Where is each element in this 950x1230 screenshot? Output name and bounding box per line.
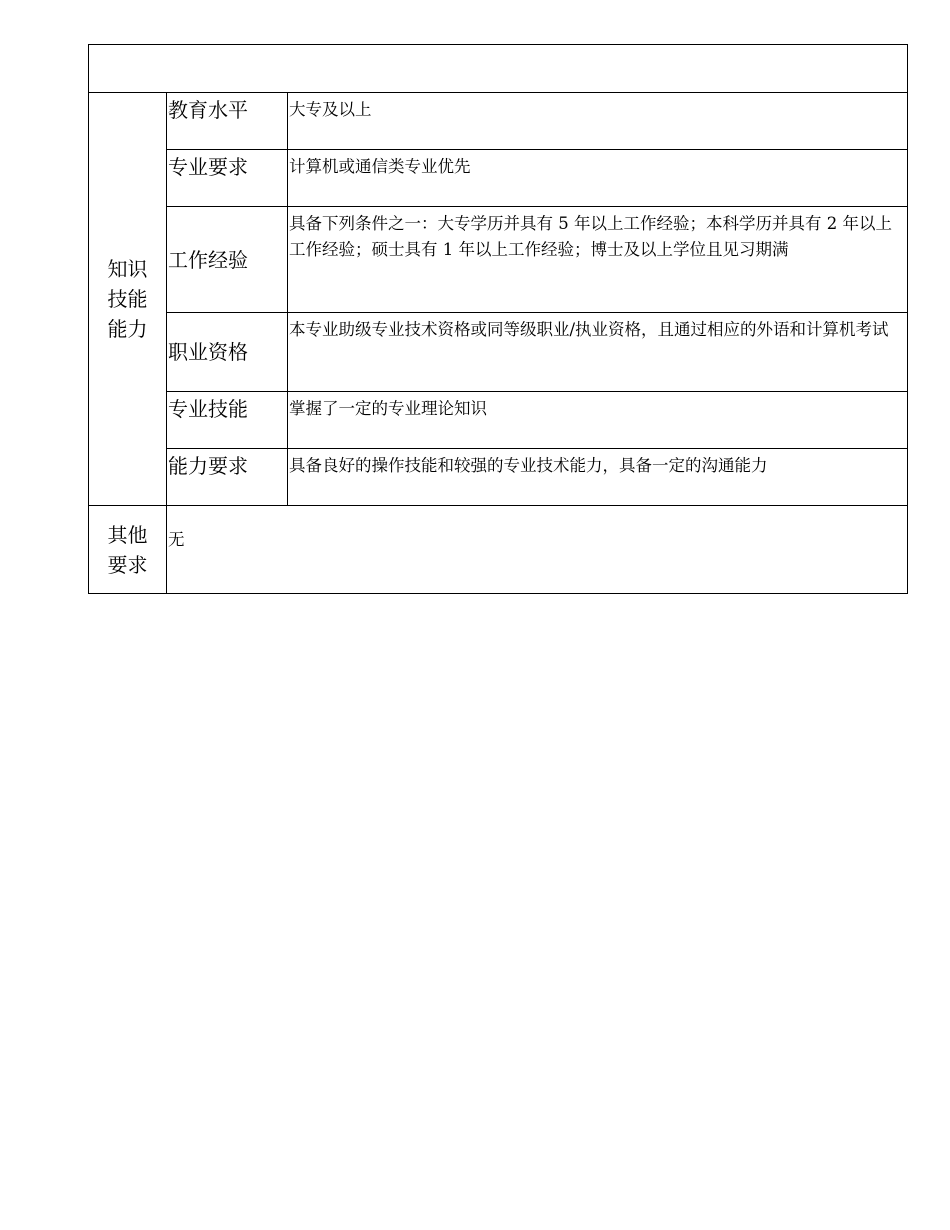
other-requirements-category-cell (89, 506, 167, 594)
table-row (89, 392, 908, 449)
table-row (89, 150, 908, 207)
knowledge-skills-category-cell (89, 93, 167, 506)
table-row (89, 506, 908, 594)
category-line: 要求 (107, 552, 148, 577)
table-row (89, 207, 908, 313)
ability-requirement-value: 具备良好的操作技能和较强的专业技术能力，具备一定的沟通能力 (288, 449, 908, 506)
table-row (89, 93, 908, 150)
table-header-blank-row (89, 45, 908, 93)
category-line: 技能 (107, 287, 148, 311)
other-requirements-value: 无 (167, 506, 908, 594)
qualification-value: 本专业助级专业技术资格或同等级职业/执业资格，且通过相应的外语和计算机考试 (288, 313, 908, 392)
professional-skill-label: 专业技能 (167, 392, 288, 449)
category-line: 知识 (107, 257, 148, 281)
work-experience-value: 具备下列条件之一：大专学历并具有 5 年以上工作经验；本科学历并具有 2 年以上工作经验；硕士具有 1 年以上工作经验；博士及以上学位且见习期满 (288, 207, 908, 313)
blank-cell (89, 45, 908, 93)
education-level-label: 教育水平 (167, 93, 288, 150)
qualification-label: 职业资格 (167, 313, 288, 392)
professional-skill-value: 掌握了一定的专业理论知识 (288, 392, 908, 449)
major-requirement-label: 专业要求 (167, 150, 288, 207)
work-experience-label: 工作经验 (167, 207, 288, 313)
ability-requirement-label: 能力要求 (167, 449, 288, 506)
category-line: 能力 (107, 317, 148, 341)
table-row (89, 313, 908, 392)
education-level-value: 大专及以上 (288, 93, 908, 150)
job-requirements-table (88, 44, 908, 594)
major-requirement-value: 计算机或通信类专业优先 (288, 150, 908, 207)
category-line: 其他 (107, 522, 148, 547)
table-row (89, 449, 908, 506)
